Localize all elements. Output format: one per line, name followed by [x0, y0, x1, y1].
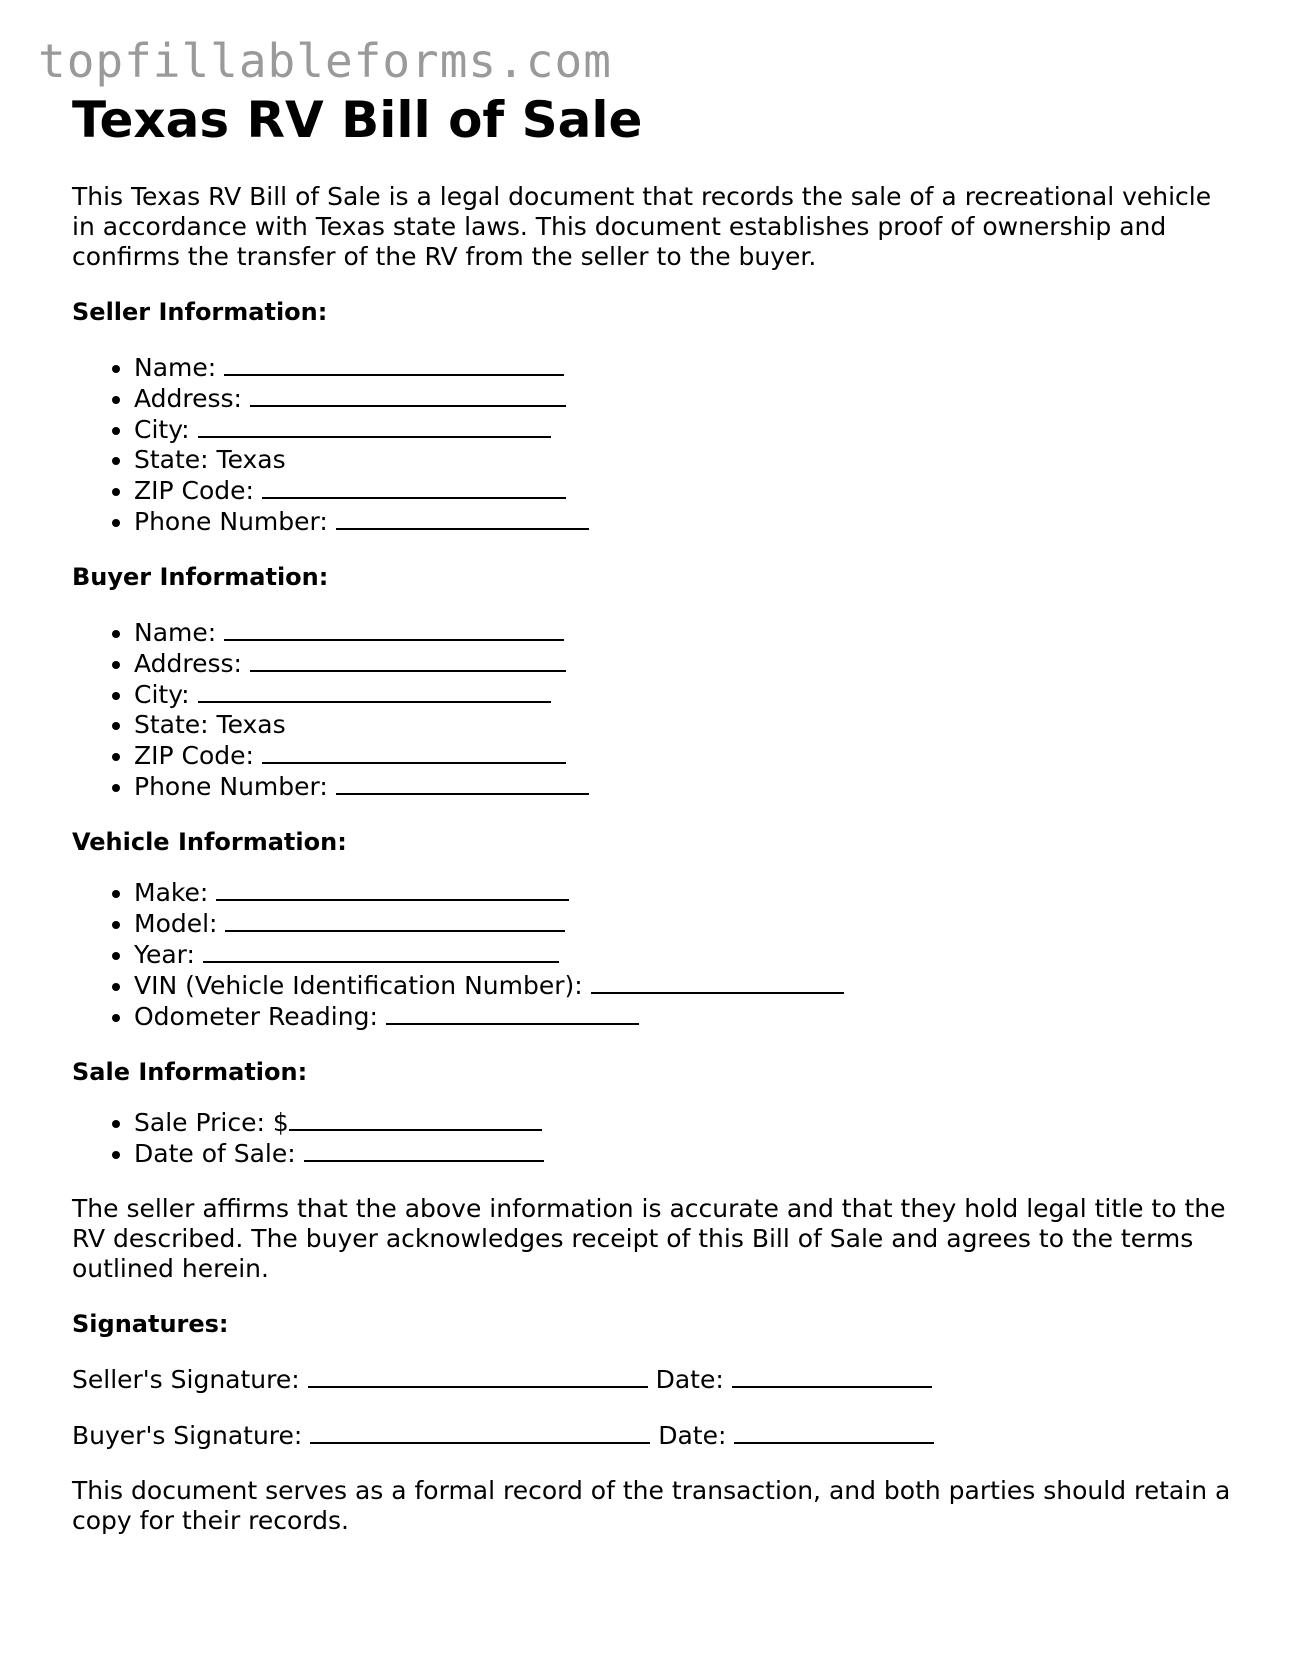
vehicle-odometer-field[interactable] — [386, 1001, 639, 1025]
buyer-section-heading: Buyer Information: — [72, 563, 329, 591]
vehicle-make-field[interactable] — [216, 877, 569, 901]
seller-field-list — [72, 352, 1232, 537]
vehicle-model-field[interactable] — [225, 908, 565, 932]
buyer-state-label: State: Texas — [134, 710, 286, 739]
seller-city-field[interactable] — [198, 414, 551, 438]
seller-city-label: City: — [134, 415, 190, 444]
vehicle-odometer-item — [134, 1001, 1232, 1032]
buyer-phone-item — [134, 771, 1232, 802]
vehicle-model-item — [134, 908, 1232, 939]
seller-phone-label: Phone Number: — [134, 507, 328, 536]
buyer-address-item — [134, 648, 1232, 679]
seller-state-label: State: Texas — [134, 445, 286, 474]
buyer-city-field[interactable] — [198, 679, 551, 703]
buyer-state-item — [134, 710, 1232, 740]
buyer-signature-row — [72, 1420, 1232, 1451]
closing-paragraph: This document serves as a formal record of the transaction, and both parties should retain a copy for their records. — [72, 1476, 1231, 1535]
buyer-city-label: City: — [134, 680, 190, 709]
buyer-date-field[interactable] — [734, 1420, 934, 1444]
vehicle-vin-label: VIN (Vehicle Identification Number): — [134, 971, 583, 1000]
seller-date-field[interactable] — [732, 1364, 932, 1388]
seller-signature-row — [72, 1364, 1232, 1395]
sale-price-label: Sale Price: $ — [134, 1108, 289, 1137]
vehicle-make-label: Make: — [134, 878, 209, 907]
vehicle-year-field[interactable] — [203, 939, 559, 963]
seller-phone-field[interactable] — [336, 506, 589, 530]
document-title: Texas RV Bill of Sale — [72, 91, 643, 149]
buyer-phone-field[interactable] — [336, 771, 589, 795]
seller-state-item — [134, 445, 1232, 475]
buyer-name-field[interactable] — [224, 617, 564, 641]
buyer-phone-label: Phone Number: — [134, 772, 328, 801]
sale-price-item — [134, 1107, 1232, 1138]
seller-zip-label: ZIP Code: — [134, 476, 254, 505]
buyer-zip-label: ZIP Code: — [134, 741, 254, 770]
buyer-address-field[interactable] — [250, 648, 566, 672]
sale-section-heading: Sale Information: — [72, 1058, 308, 1086]
document-body — [72, 90, 1232, 1536]
buyer-field-list — [72, 617, 1232, 802]
vehicle-year-label: Year: — [134, 940, 195, 969]
vehicle-year-item — [134, 939, 1232, 970]
sale-date-item — [134, 1138, 1232, 1169]
vehicle-model-label: Model: — [134, 909, 218, 938]
seller-address-item — [134, 383, 1232, 414]
vehicle-vin-field[interactable] — [591, 970, 844, 994]
sale-date-field[interactable] — [304, 1138, 544, 1162]
buyer-city-item — [134, 679, 1232, 710]
seller-name-field[interactable] — [224, 352, 564, 376]
seller-name-item — [134, 352, 1232, 383]
seller-address-field[interactable] — [250, 383, 566, 407]
buyer-signature-label: Buyer's Signature: — [72, 1421, 303, 1450]
buyer-name-label: Name: — [134, 618, 217, 647]
seller-date-label: Date: — [655, 1365, 724, 1394]
signatures-section-heading: Signatures: — [72, 1310, 229, 1338]
buyer-date-label: Date: — [658, 1421, 727, 1450]
vehicle-odometer-label: Odometer Reading: — [134, 1002, 378, 1031]
buyer-address-label: Address: — [134, 649, 242, 678]
buyer-zip-field[interactable] — [262, 740, 566, 764]
seller-zip-field[interactable] — [262, 475, 566, 499]
vehicle-section-heading: Vehicle Information: — [72, 828, 347, 856]
buyer-name-item — [134, 617, 1232, 648]
seller-section-heading: Seller Information: — [72, 298, 328, 326]
buyer-zip-item — [134, 740, 1232, 771]
seller-phone-item — [134, 506, 1232, 537]
seller-name-label: Name: — [134, 353, 217, 382]
site-watermark: topfillableforms.com — [38, 34, 612, 88]
sale-price-field[interactable] — [289, 1107, 542, 1131]
sale-date-label: Date of Sale: — [134, 1139, 296, 1168]
vehicle-vin-item — [134, 970, 1232, 1001]
vehicle-make-item — [134, 877, 1232, 908]
sale-field-list — [72, 1107, 1232, 1169]
seller-address-label: Address: — [134, 384, 242, 413]
vehicle-field-list — [72, 877, 1232, 1032]
seller-signature-label: Seller's Signature: — [72, 1365, 300, 1394]
seller-zip-item — [134, 475, 1232, 506]
seller-city-item — [134, 414, 1232, 445]
affirmation-paragraph: The seller affirms that the above information is accurate and that they hold legal title to the RV described. The buyer acknowledges receipt of this Bill of Sale and agrees to the terms outlined herein. — [72, 1194, 1226, 1283]
intro-paragraph: This Texas RV Bill of Sale is a legal document that records the sale of a recreational vehicle in accordance with Texas state laws. This document establishes proof of ownership and confirms the transfer of the RV from the seller to the buyer. — [72, 182, 1212, 271]
seller-signature-field[interactable] — [308, 1364, 648, 1388]
buyer-signature-field[interactable] — [310, 1420, 650, 1444]
